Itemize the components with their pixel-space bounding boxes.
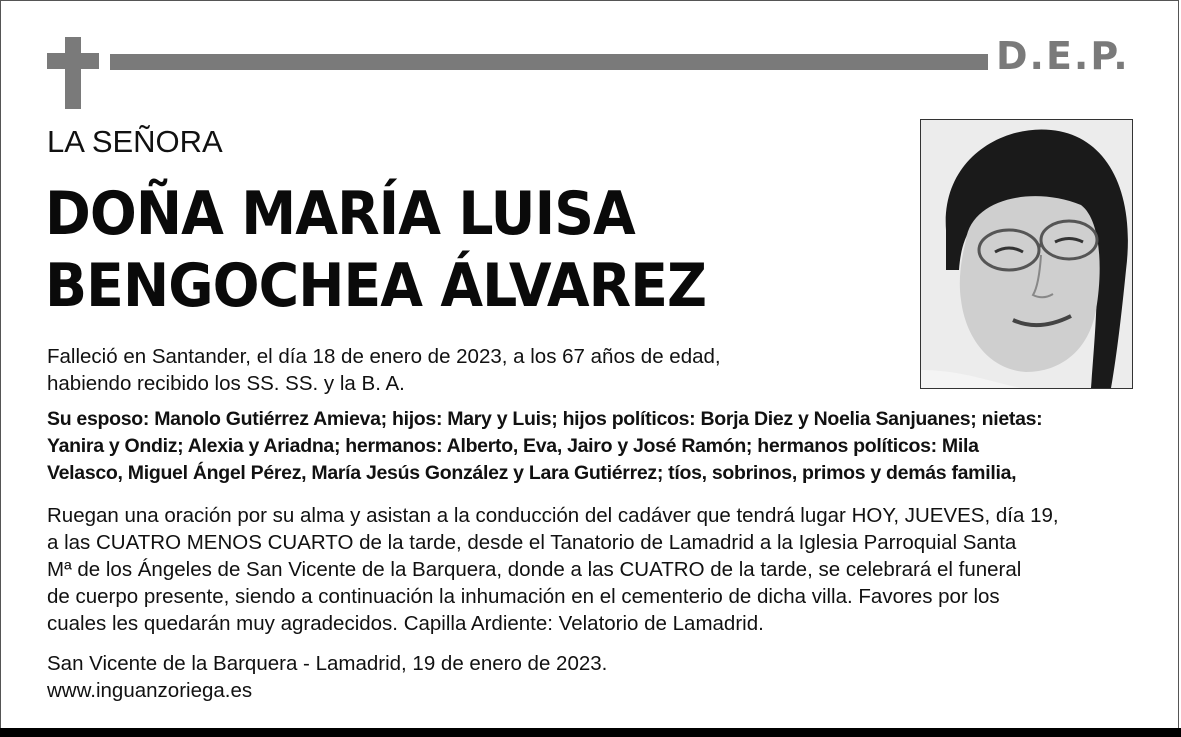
ceremony-line-5: cuales les quedarán muy agradecidos. Capilla Ardiente: Velatorio de Lamadrid. [47,612,764,635]
name-line-1: DOÑA MARÍA LUISA [45,179,635,249]
family-line-2: Yanira y Ondiz; Alexia y Ariadna; hermanos: Alberto, Eva, Jairo y José Ramón; hermanos políticos: Mila [47,435,979,457]
ceremony-line-1: Ruegan una oración por su alma y asistan a la conducción del cadáver que tendrá lugar HOY, JUEVES, día 19, [47,504,1059,527]
portrait-illustration [921,120,1132,388]
ceremony-line-2: a las CUATRO MENOS CUARTO de la tarde, desde el Tanatorio de Lamadrid a la Iglesia Parroquial Santa [47,531,1017,554]
bottom-bar [0,728,1181,737]
death-notice-line-1: Falleció en Santander, el día 18 de enero de 2023, a los 67 años de edad, [47,345,721,368]
ceremony-line-3: Mª de los Ángeles de San Vicente de la Barquera, donde a las CUATRO de la tarde, se celebrará el funeral [47,558,1022,581]
cross-icon-arm [47,53,99,69]
honorific: LA SEÑORA [47,124,223,159]
cross-icon [65,37,81,109]
ceremony-details [47,502,1147,637]
ceremony-line-4: de cuerpo presente, siendo a continuación la inhumación en el cementerio de dicha villa. Favores por los [47,585,1000,608]
death-notice-line-2: habiendo recibido los SS. SS. y la B. A. [47,372,405,395]
website-link[interactable]: www.inguanzoriega.es [47,679,253,702]
place-date: San Vicente de la Barquera - Lamadrid, 19 de enero de 2023. [47,652,608,675]
dep-label: D.E.P. [996,34,1130,78]
header-rule [110,54,988,70]
family-line-1: Su esposo: Manolo Gutiérrez Amieva; hijos: Mary y Luis; hijos políticos: Borja Diez y Noelia Sanjuanes; nietas: [47,408,1043,430]
deceased-name [45,178,706,322]
portrait-photo [920,119,1133,389]
family-list [47,406,1147,487]
footer-info [47,650,907,704]
family-line-3: Velasco, Miguel Ángel Pérez, María Jesús González y Lara Gutiérrez; tíos, sobrinos, primos y demás familia, [47,462,1017,484]
death-notice [47,343,907,397]
name-line-2: BENGOCHEA ÁLVAREZ [45,251,707,321]
